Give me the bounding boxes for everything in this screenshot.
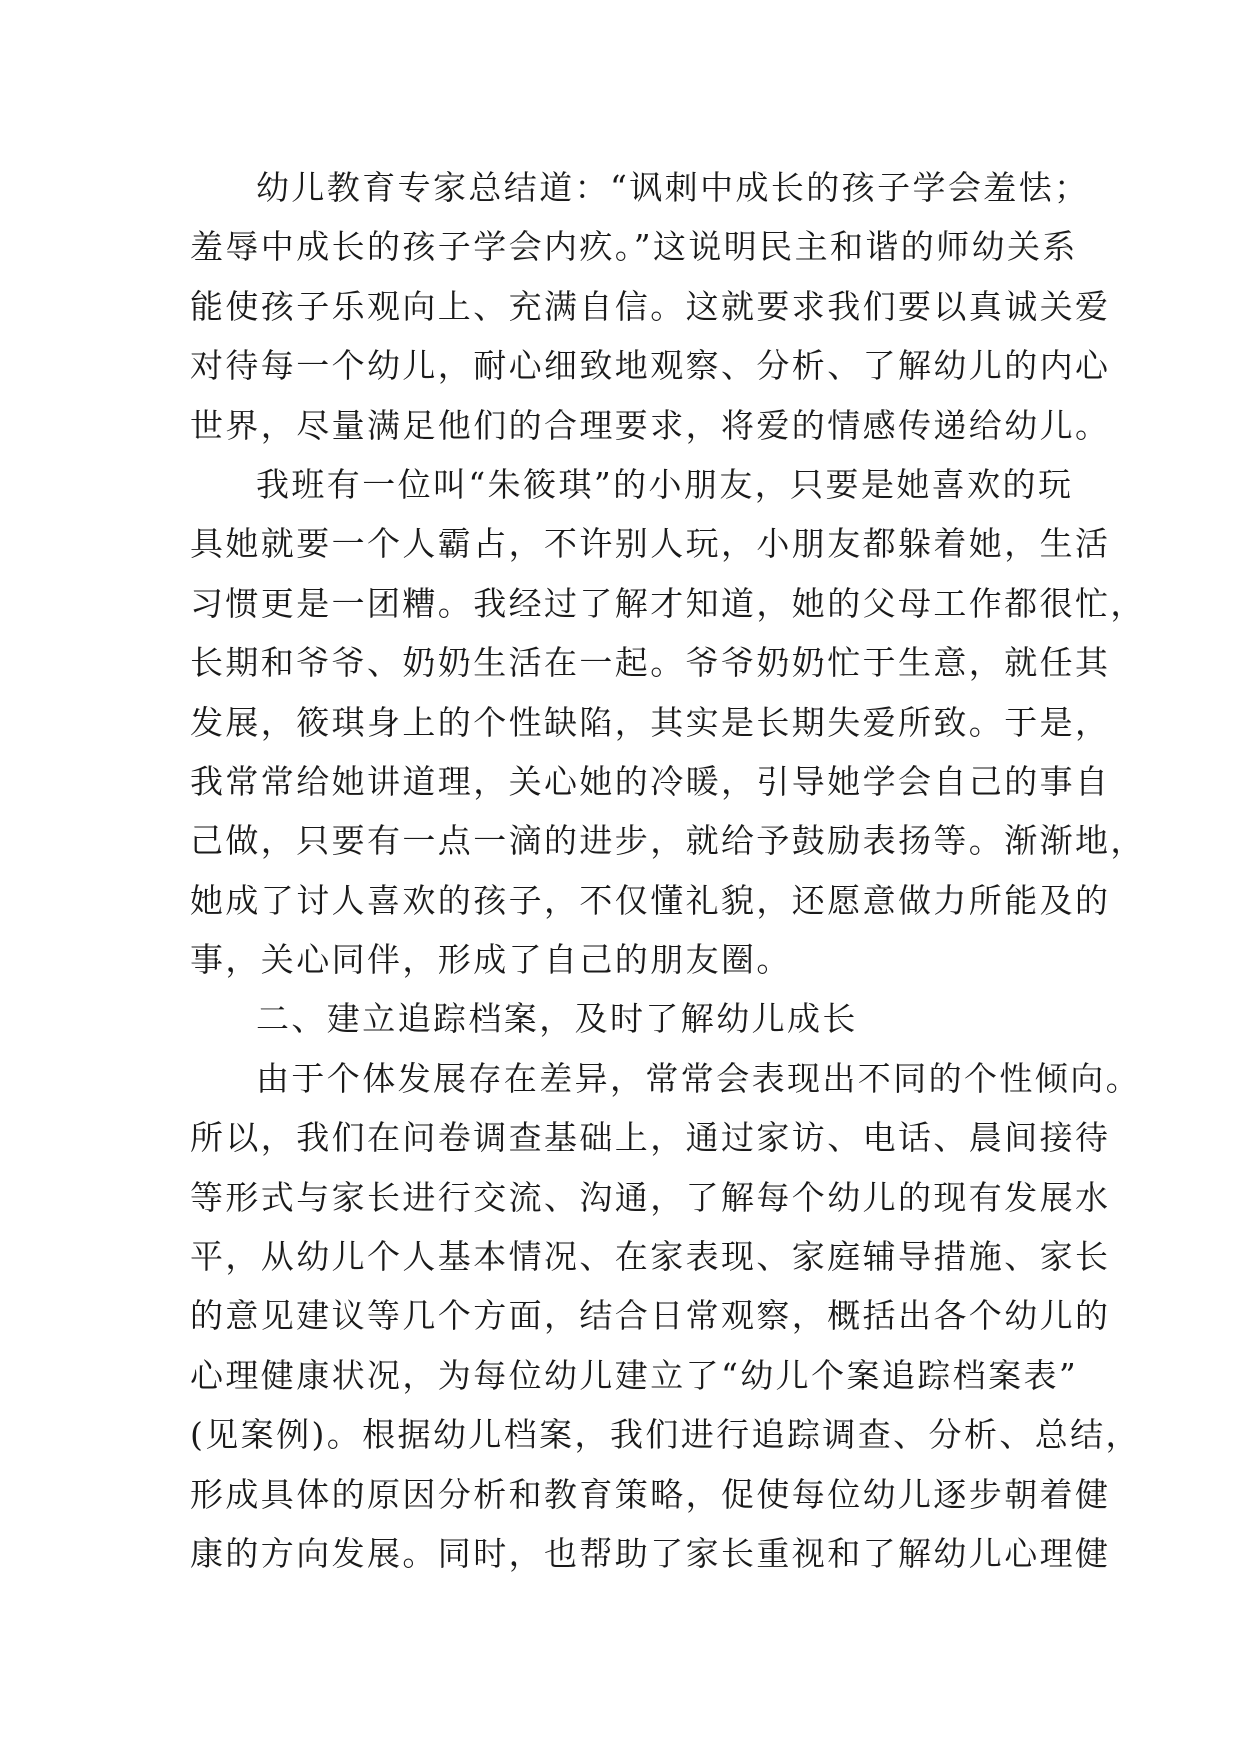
text-line: 平，从幼儿个人基本情况、在家表现、家庭辅导措施、家长 bbox=[190, 1237, 1111, 1277]
text-line: 对待每一个幼儿，耐心细致地观察、分析、了解幼儿的内心 bbox=[190, 346, 1111, 386]
text-line: 羞辱中成长的孩子学会内疚。”这说明民主和谐的师幼关系 bbox=[190, 227, 1078, 267]
body-text bbox=[190, 158, 1146, 1583]
text-line: 世界，尽量满足他们的合理要求，将爱的情感传递给幼儿。 bbox=[190, 405, 1111, 445]
text-line: 长期和爷爷、奶奶生活在一起。爷爷奶奶忙于生意，就任其 bbox=[190, 643, 1111, 683]
text-line: 等形式与家长进行交流、沟通，了解每个幼儿的现有发展水 bbox=[190, 1177, 1111, 1217]
text-line: 她成了讨人喜欢的孩子，不仅懂礼貌，还愿意做力所能及的 bbox=[190, 880, 1111, 920]
text-line: 我常常给她讲道理，关心她的冷暖，引导她学会自己的事自 bbox=[190, 761, 1111, 801]
text-line: 我班有一位叫“朱筱琪”的小朋友，只要是她喜欢的玩 bbox=[256, 464, 1074, 504]
text-line: 事，关心同伴，形成了自己的朋友圈。 bbox=[190, 940, 792, 980]
text-line: 由于个体发展存在差异，常常会表现出不同的个性倾向。 bbox=[256, 1058, 1141, 1098]
text-line: 康的方向发展。同时，也帮助了家长重视和了解幼儿心理健 bbox=[190, 1533, 1111, 1573]
text-line: 能使孩子乐观向上、充满自信。这就要求我们要以真诚关爱 bbox=[190, 286, 1111, 326]
section-heading: 二、建立追踪档案，及时了解幼儿成长 bbox=[256, 999, 858, 1039]
text-line: 的意见建议等几个方面，结合日常观察，概括出各个幼儿的 bbox=[190, 1296, 1111, 1336]
text-line: 发展，筱琪身上的个性缺陷，其实是长期失爱所致。于是， bbox=[190, 702, 1111, 742]
text-line: 幼儿教育专家总结道：“讽刺中成长的孩子学会羞怯； bbox=[256, 168, 1090, 207]
text-line: 具她就要一个人霸占，不许别人玩，小朋友都躲着她，生活 bbox=[190, 524, 1111, 564]
text-line: 形成具体的原因分析和教育策略，促使每位幼儿逐步朝着健 bbox=[190, 1474, 1111, 1514]
text-line: 己做，只要有一点一滴的进步，就给予鼓励表扬等。渐渐地， bbox=[190, 821, 1146, 861]
text-line: 所以，我们在问卷调查基础上，通过家访、电话、晨间接待 bbox=[190, 1118, 1111, 1158]
text-line: 心理健康状况，为每位幼儿建立了“幼儿个案追踪档案表” bbox=[190, 1355, 1079, 1395]
text-line: (见案例)。根据幼儿档案，我们进行追踪调查、分析、总结， bbox=[190, 1415, 1141, 1455]
text-line: 习惯更是一团糟。我经过了解才知道，她的父母工作都很忙， bbox=[190, 583, 1146, 623]
